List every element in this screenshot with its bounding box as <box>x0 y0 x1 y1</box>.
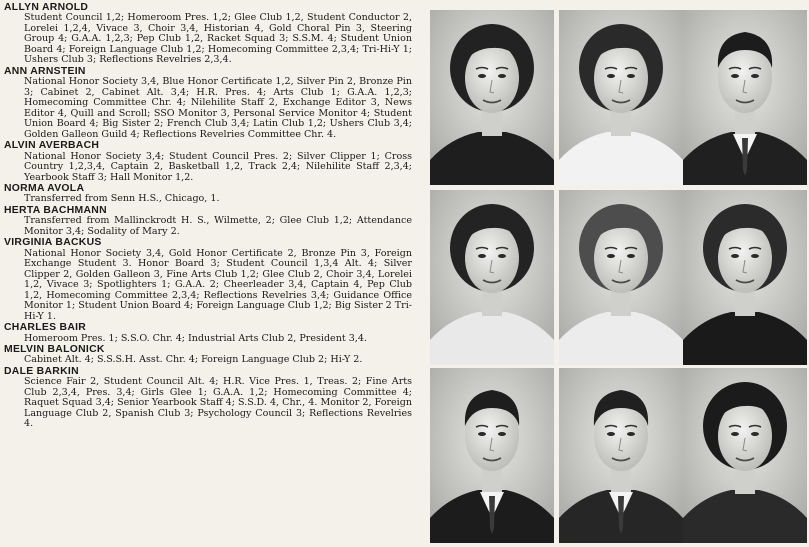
student-activities: Transferred from Mallinckrodt H. S., Wilmette, 2; Glee Club 1,2; Attendance Monitor 3,4; Sodality of Mary 2. <box>24 215 412 237</box>
portrait-photo <box>559 368 683 543</box>
entry-alvin-averbach <box>4 140 412 183</box>
student-activities: Transferred from Senn H.S., Chicago, 1. <box>24 193 220 205</box>
student-activities: Cabinet Alt. 4; S.S.S.H. Asst. Chr. 4; Foreign Language Club 2; Hi-Y 2. <box>24 354 363 366</box>
portrait-photo <box>559 190 683 365</box>
portrait-photo <box>559 10 683 185</box>
entry-ann-arnstein <box>4 66 412 140</box>
student-name: NORMA AVOLA <box>4 183 85 195</box>
student-activities: Homeroom Pres. 1; S.S.O. Chr. 4; Industrial Arts Club 2, President 3,4. <box>24 332 367 344</box>
portrait-grid <box>430 10 807 543</box>
portrait-photo <box>683 190 807 365</box>
student-name: ALVIN AVERBACH <box>4 140 100 152</box>
student-name: ANN ARNSTEIN <box>4 65 86 77</box>
portrait-photo <box>430 190 554 365</box>
entry-allyn-arnold <box>4 2 412 66</box>
entry-melvin-balonick <box>4 344 412 366</box>
student-activities: Science Fair 2, Student Council Alt. 4; H.R. Vice Pres. 1, Treas. 2; Fine Arts Club 2,3,4, Pres. 3,4; Girls Glee 1; G.A.A. 1,2; Homecoming Committee 4; Raquet Squad 3,4; Senior Yearbook Staff 4; S.S.D. 4, Chr., 4. Monitor 2, Foreign Language Club 2, Spanish Club 3; Psychology Council 3; Reflections Revelries 4. <box>24 376 412 430</box>
entry-virginia-backus <box>4 237 412 322</box>
portrait-photo <box>683 10 807 185</box>
student-name: MELVIN BALONICK <box>4 344 105 356</box>
student-activities: National Honor Society 3,4, Gold Honor Certificate 2, Bronze Pin 3, Foreign Exchange Student 3. Honor Board 3; Student Council 1,3,4 Alt. 4; Silver Clipper 2, Golden Galleon 3, Fine Arts Club 1,2; Glee Club 2, Choir 3,4, Lorelei 1,2, Vivace 3; Spotlighters 1; G.A.A. 2; Cheerleader 3,4, Captain 4, Pep Club 1,2, Homecoming Committee 2,3,4; Reflections Revelries 3,4; Guidance Office Monitor 1; Student Union Board 4; Foreign Language Club 1,2; Big Sister 2 Tri-Hi-Y 1. <box>24 247 412 322</box>
entry-dale-barkin <box>4 366 412 430</box>
student-name: HERTA BACHMANN <box>4 205 107 217</box>
student-activities: National Honor Society 3,4, Blue Honor Certificate 1,2, Silver Pin 2, Bronze Pin 3; Cabinet 2, Cabinet Alt. 3,4; H.R. Pres. 4; Arts Club 1; G.A.A. 1,2,3; Homecoming Committee Chr. 4; Nilehilite Staff 2, Exchange Editor 3, News Editor 4, Quill and Scroll; SSO Monitor 3, Personal Service Monitor 4; Student Union Board 4; Big Sister 2; French Club 3,4; Latin Club 1,2; Ushers Club 3,4; Golden Galleon Guild 4; Reflections Revelries Committee Chr. 4. <box>24 76 412 140</box>
entry-norma-avola <box>4 183 412 205</box>
portrait-photo <box>683 368 807 543</box>
portrait-photo <box>430 10 554 185</box>
student-name: DALE BARKIN <box>4 365 79 377</box>
portrait-photo <box>430 368 554 543</box>
student-activities: National Honor Society 3,4; Student Council Pres. 2; Silver Clipper 1; Cross Country 1,2,3,4, Captain 2, Basketball 1,2, Track 2,4; Nilehilite Staff 2,3,4; Yearbook Staff 3; Hall Monitor 1,2. <box>24 150 412 183</box>
entry-herta-bachmann <box>4 205 412 237</box>
senior-listing <box>4 2 412 545</box>
student-name: ALLYN ARNOLD <box>4 2 89 13</box>
student-name: CHARLES BAIR <box>4 322 87 334</box>
student-activities: Student Council 1,2; Homeroom Pres. 1,2; Glee Club 1,2, Student Conductor 2, Lorelei 1,2,4, Vivace 3, Choir 3,4, Historian 4, Gold Choral Pin 3, Steering Group 4; G.A.A. 1,2,3; Pep Club 1,2, Racket Squad 3; S.S.M. 4; Student Union Board 4; Foreign Language Club 1,2; Homecoming Committee 2,3,4; Tri-Hi-Y 1; Ushers Club 3; Reflections Revelries 2,3,4. <box>24 12 412 66</box>
entry-charles-bair <box>4 322 412 344</box>
student-name: VIRGINIA BACKUS <box>4 237 102 249</box>
